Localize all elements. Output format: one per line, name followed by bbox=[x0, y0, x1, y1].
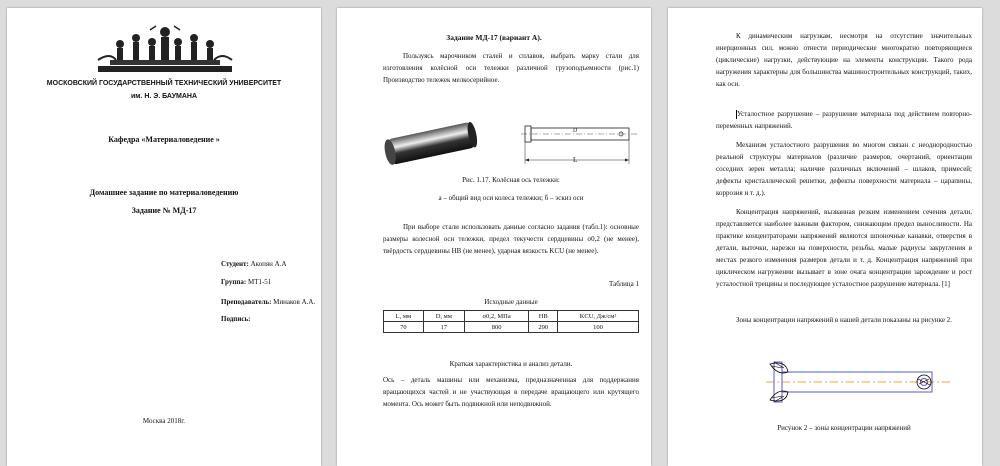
task-number: Задание № МД-17 bbox=[131, 206, 197, 215]
table-cell: 800 bbox=[464, 322, 529, 333]
stress-zones-diagram bbox=[760, 346, 956, 418]
initial-data-table bbox=[383, 310, 639, 333]
fatigue-text: Усталостное разрушение – разрушение материала под действием повторно-переменных напряжений. bbox=[716, 110, 972, 130]
selection-paragraph: При выборе стали использовать данные согласно задания (табл.1): основные размеры колесной оси тележки, предел текучести сердцевины σ0,2 (не менее), твёрдость сердцевины НВ (не менее), ударная вязкость KCU (не менее). bbox=[383, 223, 639, 255]
table-header-cell: НВ bbox=[529, 311, 558, 322]
figure1-caption: Рис. 1.17. Колёсная ось тележки: bbox=[462, 176, 560, 184]
table-cell: 17 bbox=[423, 322, 464, 333]
concentration-paragraph: Концентрация напряжений, вызванная резким изменением сечения детали, представляется наиболее важным фактором, снижающим предел выносливости. На практике концентраторами напряжений являются шпоночные канавки, отверстия в детали, выточки, нарезки на поверхности, резьбы, малые радиусы закругления в местах резкого изменения размеров детали и т. д. Концентрация напряжений при циклическом нагружении вызывает в зоне очага концентрации зарождение и рост усталостной трещины и последующее усталостное разрушение материала. [1] bbox=[716, 208, 972, 288]
group-row bbox=[221, 276, 271, 288]
teacher-row bbox=[221, 296, 315, 308]
dimension-l-label: L bbox=[573, 156, 578, 164]
axle-photo-image bbox=[381, 114, 485, 170]
homework-title: Домашнее задание по материаловедению bbox=[89, 188, 239, 197]
university-named-after: им. Н. Э. БАУМАНА bbox=[130, 93, 198, 100]
axle-sketch-diagram bbox=[517, 112, 643, 174]
figure1-subcaption: а – общий вид оси колеса тележки; б – эскиз оси bbox=[438, 194, 584, 202]
table-cell: 70 bbox=[384, 322, 424, 333]
theory-page bbox=[668, 8, 982, 466]
table-label: Таблица 1 bbox=[609, 280, 639, 288]
student-row bbox=[221, 258, 287, 270]
table-header-cell: L, мм bbox=[384, 311, 424, 322]
university-name: МОСКОВСКИЙ ГОСУДАРСТВЕННЫЙ ТЕХНИЧЕСКИЙ УНИВЕРСИТЕТ bbox=[46, 80, 282, 87]
group-label: Группа: bbox=[221, 278, 247, 286]
city-year: Москва 2018г. bbox=[142, 417, 186, 425]
zones-paragraph: Зоны концентрации напряжений в нашей детали показаны на рисунке 2. bbox=[736, 316, 952, 324]
table-row bbox=[384, 322, 639, 333]
task-intro: Пользуясь марочником сталей и сплавов, выбрать марку стали для изготовления колёсной оси тележки различной грузоподъемности (рис.1) Производство тележек мелкосерийное. bbox=[383, 52, 639, 84]
axis-definition-paragraph: Ось – деталь машины или механизма, предназначенная для поддержания вращающихся частей и не участвующая в передаче вращающего или крутящего момента. Ось может быть подвижной или неподвижной. bbox=[383, 376, 639, 408]
table-cell: 100 bbox=[558, 322, 639, 333]
student-label: Студент: bbox=[221, 260, 249, 268]
table-header-cell: σ0,2, МПа bbox=[464, 311, 529, 322]
dynamic-loads-paragraph: К динамическим нагрузкам, несмотря на отсутствие значительных инерционных сил, можно отнести периодические многократно повторяющиеся (циклические) нагрузки, действующие на элементы конструкции. Такого рода нагружения характерны для большинства машиностроительных конструкций, таких, как оси. bbox=[716, 32, 972, 88]
department: Кафедра «Материаловедение » bbox=[108, 135, 220, 144]
teacher-label: Преподаватель: bbox=[221, 298, 272, 306]
signature-label: Подпись: bbox=[221, 315, 251, 323]
title-page bbox=[7, 8, 321, 466]
table-header-row bbox=[384, 311, 639, 322]
group-value: МТ1-51 bbox=[247, 278, 272, 286]
task-heading: Задание МД-17 (вариант А). bbox=[446, 33, 542, 42]
mechanism-paragraph: Механизм усталостного разрушения во многом связан с неоднородностью реальной структуры материалов (различие размеров, очертаний, ориентации соседних зерен металла; наличие различных включений – шлаков, примесей; дефекты кристаллической решетки, дефекты поверхности материала – царапины, коррозия и т. д.). bbox=[716, 141, 972, 197]
student-value: Акопян А.А bbox=[250, 260, 287, 268]
table-cell: 290 bbox=[529, 322, 558, 333]
svg-text:D: D bbox=[573, 128, 578, 134]
figure2-caption: Рисунок 2 – зоны концентрации напряжений bbox=[777, 424, 911, 432]
table-header-cell: KCU, Дж/см² bbox=[558, 311, 639, 322]
teacher-value: Минаков А.А. bbox=[273, 298, 316, 306]
signature-row bbox=[221, 313, 251, 325]
section-title: Краткая характеристика и анализ детали. bbox=[449, 360, 573, 368]
table-title: Исходные данные bbox=[484, 298, 538, 306]
task-page bbox=[337, 8, 651, 466]
fatigue-paragraph bbox=[716, 108, 972, 132]
university-emblem-icon bbox=[90, 24, 240, 78]
table-header-cell: D, мм bbox=[423, 311, 464, 322]
